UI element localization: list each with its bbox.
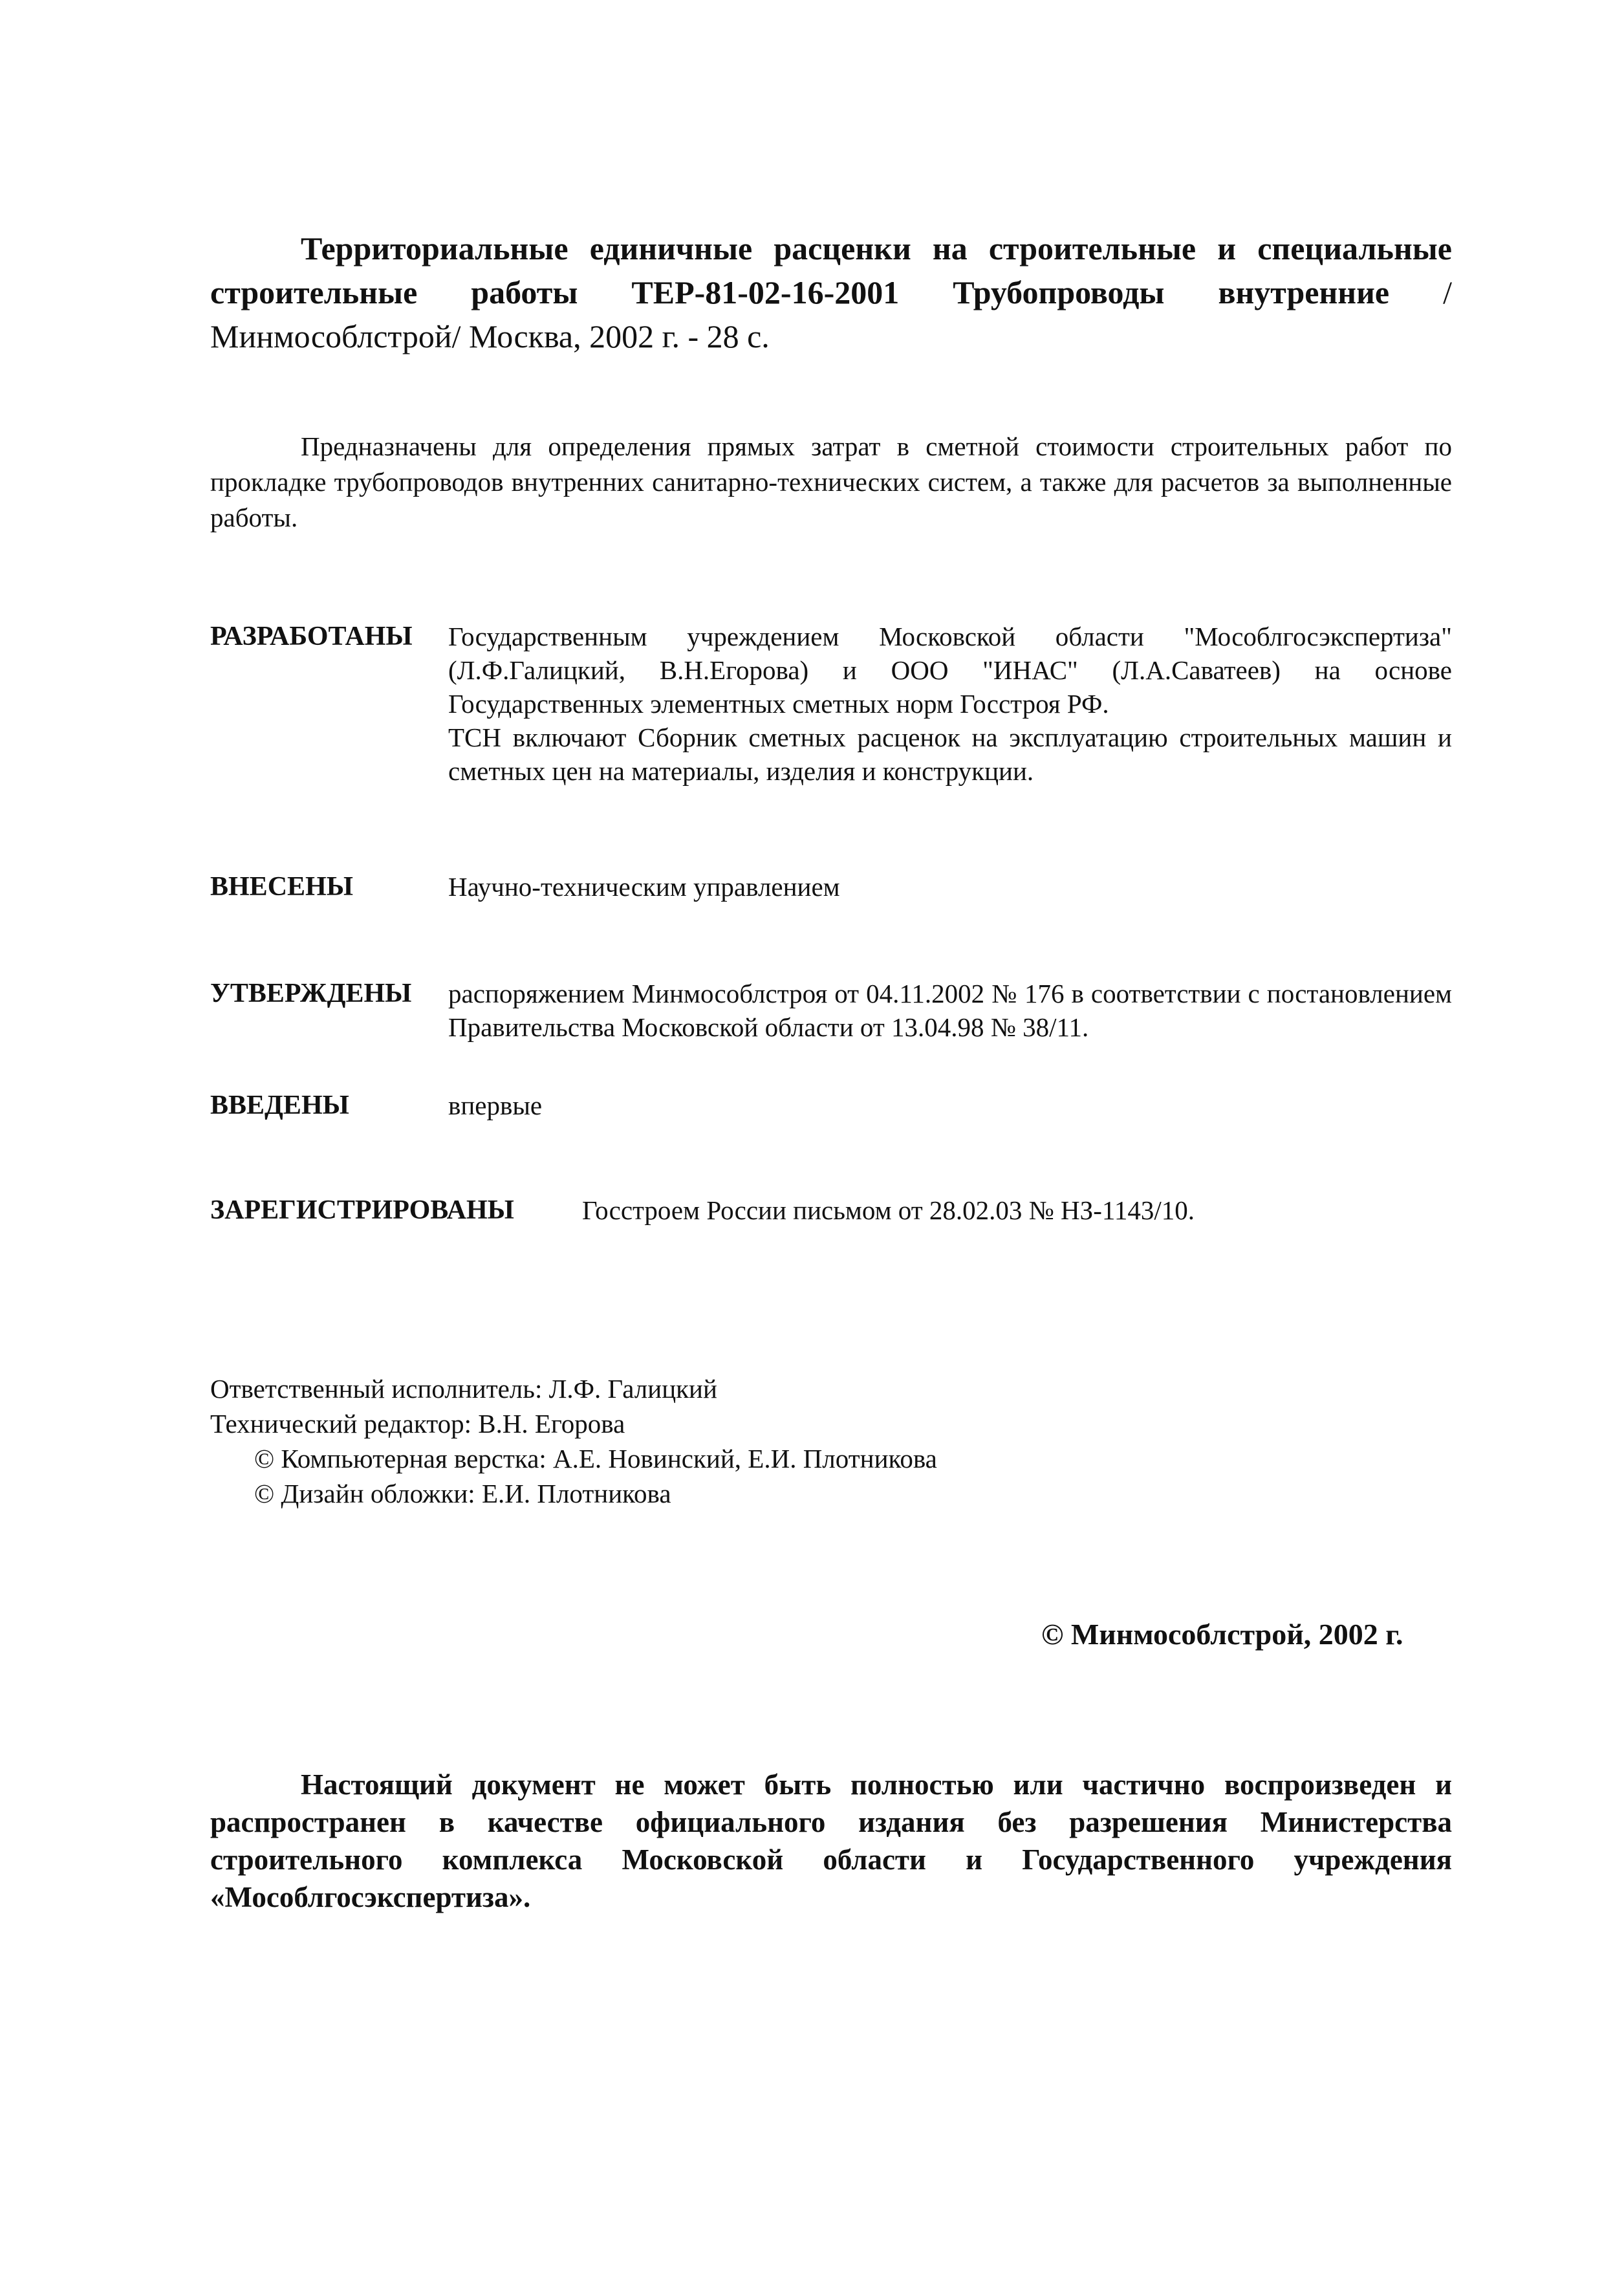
approved-text: распоряжением Минмособлстроя от 04.11.2002 № 176 в соответствии с постановлением Правительства Московской области от 13.04.98 № 38/11. bbox=[448, 979, 1452, 1042]
credits-block bbox=[210, 1371, 937, 1511]
cover-design-credit: © Дизайн обложки: Е.И. Плотникова bbox=[254, 1479, 671, 1508]
purpose-paragraph: Предназначены для определения прямых затрат в сметной стоимости строительных работ по прокладке трубопроводов внутренних санитарно-технических систем, а также для расчетов за выполненные работы. bbox=[210, 431, 1452, 532]
developed-content bbox=[448, 620, 1452, 788]
responsible-executor: Ответственный исполнитель: Л.Ф. Галицкий bbox=[210, 1374, 717, 1404]
copyright-line: © Минмособлстрой, 2002 г. bbox=[1041, 1618, 1403, 1651]
developed-note: ТСН включают Сборник сметных расценок на эксплуатацию строительных машин и сметных цен на материалы, изделия и конструкции. bbox=[448, 723, 1452, 786]
enacted-text: впервые bbox=[448, 1091, 543, 1120]
registered-text: Госстроем России письмом от 28.02.03 № НЗ-1143/10. bbox=[582, 1195, 1195, 1225]
developed-text: Государственным учреждением Московской области "Мособлгосэкспертиза" (Л.Ф.Галицкий, В.Н.Егорова) и ООО "ИНАС" (Л.А.Саватеев) на основе Государственных элементных сметных норм Госстроя РФ. bbox=[448, 622, 1452, 719]
introduced-label: ВНЕСЕНЫ bbox=[210, 872, 353, 902]
document-title bbox=[210, 226, 1452, 358]
registered-label: ЗАРЕГИСТРИРОВАНЫ bbox=[210, 1195, 514, 1225]
reproduction-notice: Настоящий документ не может быть полностью или частично воспроизведен и распространен в качестве официального издания без разрешения Министерства строительного комплекса Московской области и Государственного учреждения «Мособлгосэкспертиза». bbox=[210, 1768, 1452, 1913]
developed-label: РАЗРАБОТАНЫ bbox=[210, 622, 413, 651]
approved-label: УТВЕРЖДЕНЫ bbox=[210, 979, 412, 1008]
title-bold-part: Территориальные единичные расценки на строительные и специальные строительные работы ТЕР-81-02-16-2001 Трубопроводы внутренние bbox=[210, 230, 1452, 310]
title-publisher-part: /Минмособлстрой/ Москва, 2002 г. - 28 с. bbox=[210, 274, 1453, 354]
layout-credit: © Компьютерная верстка: А.Е. Новинский, Е.И. Плотникова bbox=[254, 1444, 937, 1473]
technical-editor: Технический редактор: В.Н. Егорова bbox=[210, 1409, 625, 1439]
introduced-text: Научно-техническим управлением bbox=[448, 872, 840, 902]
enacted-label: ВВЕДЕНЫ bbox=[210, 1091, 349, 1120]
